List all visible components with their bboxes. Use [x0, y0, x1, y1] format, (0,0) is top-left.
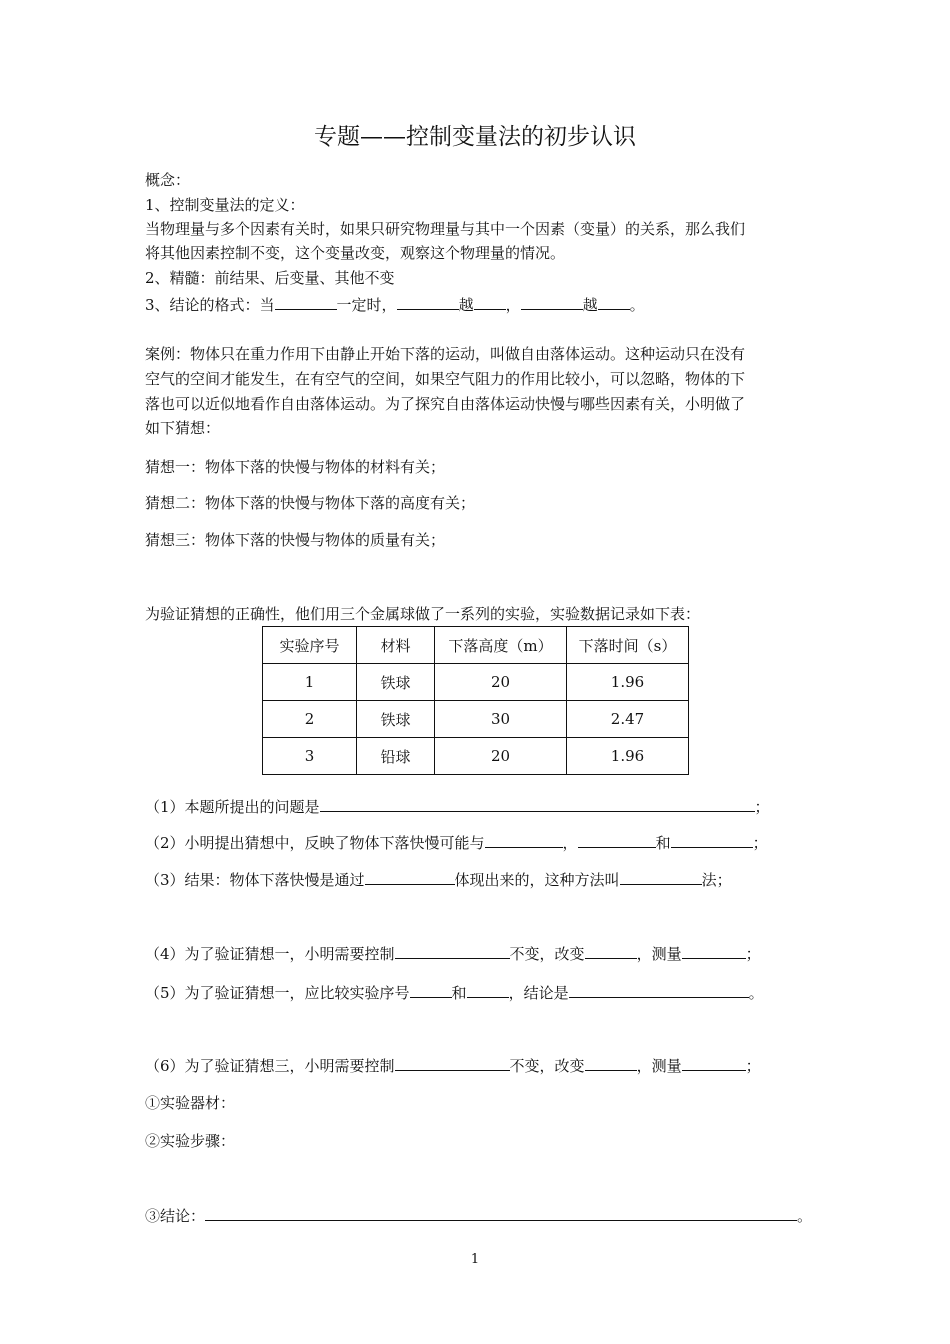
experiment-table — [262, 626, 689, 775]
question-1-end: ； — [754, 798, 770, 816]
guess-1: 猜想一：物体下落的快慢与物体的材料有关； — [145, 458, 446, 476]
table-cell: 1 — [263, 664, 357, 701]
question-6-end: ； — [745, 1057, 761, 1075]
question-4 — [145, 943, 761, 964]
table-cell: 2.47 — [567, 701, 689, 738]
conclusion-blank-1[interactable] — [275, 294, 337, 310]
conclusion-blank-5[interactable] — [598, 294, 630, 310]
question-5-blank-3[interactable] — [569, 982, 749, 998]
item3-text-5: 。 — [629, 296, 645, 314]
table-cell: 20 — [435, 664, 567, 701]
conclusion-blank-2[interactable] — [397, 294, 459, 310]
definition-line-2: 将其他因素控制不变，这个变量改变，观察这个物理量的情况。 — [145, 244, 566, 262]
question-4-text: （4）为了验证猜想一，小明需要控制 — [145, 945, 395, 963]
concept-item-2: 2、精髓：前结果、后变量、其他不变 — [145, 269, 395, 287]
question-2-sep: ， — [562, 834, 578, 852]
table-row — [263, 664, 689, 701]
question-4-end: ； — [745, 945, 761, 963]
question-4-mid: 不变，改变 — [509, 945, 585, 963]
item3-text-1: 一定时， — [336, 296, 397, 314]
table-cell: 30 — [435, 701, 567, 738]
guess-3: 猜想三：物体下落的快慢与物体的质量有关； — [145, 531, 446, 549]
question-3-mid: 体现出来的，这种方法叫 — [454, 871, 620, 889]
question-5-blank-2[interactable] — [467, 982, 509, 998]
question-4-blank-2[interactable] — [585, 943, 637, 959]
conclusion-line — [145, 1205, 812, 1226]
guess-2: 猜想二：物体下落的快慢与物体下落的高度有关； — [145, 494, 476, 512]
header-cell: 材料 — [357, 627, 435, 664]
question-2-blank-1[interactable] — [485, 832, 563, 848]
conclusion-end: 。 — [797, 1207, 813, 1225]
question-5-end: 。 — [748, 984, 764, 1002]
item3-text-2: 越 — [458, 296, 474, 314]
header-cell: 实验序号 — [263, 627, 357, 664]
equipment-label: ①实验器材： — [145, 1094, 236, 1112]
case-paragraph-line-1: 案例：物体只在重力作用下由静止开始下落的运动，叫做自由落体运动。这种运动只在没有 — [145, 345, 746, 363]
question-6-text: （6）为了验证猜想三，小明需要控制 — [145, 1057, 395, 1075]
table-cell: 铁球 — [357, 701, 435, 738]
conclusion-blank-3[interactable] — [474, 294, 506, 310]
case-paragraph-line-4: 如下猜想： — [145, 419, 221, 437]
steps-label: ②实验步骤： — [145, 1132, 236, 1150]
question-5-blank-1[interactable] — [410, 982, 452, 998]
question-3-text: （3）结果：物体下落快慢是通过 — [145, 871, 365, 889]
question-2-blank-2[interactable] — [578, 832, 656, 848]
question-6-blank-1[interactable] — [395, 1055, 510, 1071]
question-2-blank-3[interactable] — [671, 832, 753, 848]
question-2 — [145, 832, 768, 853]
question-1-text: （1）本题所提出的问题是 — [145, 798, 320, 816]
question-4-measure: ，测量 — [636, 945, 682, 963]
header-cell: 下落时间（s） — [567, 627, 689, 664]
table-cell: 铁球 — [357, 664, 435, 701]
table-cell: 20 — [435, 738, 567, 775]
question-4-blank-3[interactable] — [682, 943, 746, 959]
concept-item-3 — [145, 294, 645, 315]
conclusion-label: ③结论： — [145, 1207, 206, 1225]
question-3-blank-2[interactable] — [620, 869, 702, 885]
table-row — [263, 738, 689, 775]
table-cell: 铅球 — [357, 738, 435, 775]
question-2-text: （2）小明提出猜想中，反映了物体下落快慢可能与 — [145, 834, 485, 852]
concept-heading: 概念： — [145, 171, 191, 189]
case-paragraph-line-3: 落也可以近似地看作自由落体运动。为了探究自由落体运动快慢与哪些因素有关，小明做了 — [145, 395, 746, 413]
question-2-end: ； — [752, 834, 768, 852]
table-row — [263, 701, 689, 738]
question-4-blank-1[interactable] — [395, 943, 510, 959]
table-cell: 1.96 — [567, 664, 689, 701]
item3-prefix: 3、结论的格式：当 — [145, 296, 275, 314]
conclusion-blank-4[interactable] — [521, 294, 583, 310]
concept-item-1: 1、控制变量法的定义： — [145, 196, 305, 214]
question-5 — [145, 982, 764, 1003]
question-3-end: 法； — [701, 871, 732, 889]
question-5-and: 和 — [451, 984, 467, 1002]
table-cell: 1.96 — [567, 738, 689, 775]
question-1-blank[interactable] — [320, 796, 755, 812]
page-number: 1 — [470, 1252, 480, 1267]
table-cell: 3 — [263, 738, 357, 775]
table-intro: 为验证猜想的正确性，他们用三个金属球做了一系列的实验，实验数据记录如下表： — [145, 605, 701, 623]
page-title: 专题——控制变量法的初步认识 — [314, 124, 636, 150]
question-5-mid: ，结论是 — [508, 984, 569, 1002]
definition-line-1: 当物理量与多个因素有关时，如果只研究物理量与其中一个因素（变量）的关系，那么我们 — [145, 220, 746, 238]
question-3 — [145, 869, 732, 890]
question-2-and: 和 — [655, 834, 671, 852]
question-6 — [145, 1055, 761, 1076]
question-6-measure: ，测量 — [636, 1057, 682, 1075]
table-header-row — [263, 627, 689, 664]
item3-text-3: ， — [505, 296, 521, 314]
question-6-blank-3[interactable] — [682, 1055, 746, 1071]
table-cell: 2 — [263, 701, 357, 738]
question-5-text: （5）为了验证猜想一，应比较实验序号 — [145, 984, 410, 1002]
header-cell: 下落高度（m） — [435, 627, 567, 664]
case-paragraph-line-2: 空气的空间才能发生，在有空气的空间，如果空气阻力的作用比较小，可以忽略，物体的下 — [145, 370, 746, 388]
question-1 — [145, 796, 770, 817]
conclusion-blank[interactable] — [205, 1205, 797, 1221]
question-6-mid: 不变，改变 — [509, 1057, 585, 1075]
question-6-blank-2[interactable] — [585, 1055, 637, 1071]
item3-text-4: 越 — [582, 296, 598, 314]
question-3-blank-1[interactable] — [365, 869, 455, 885]
